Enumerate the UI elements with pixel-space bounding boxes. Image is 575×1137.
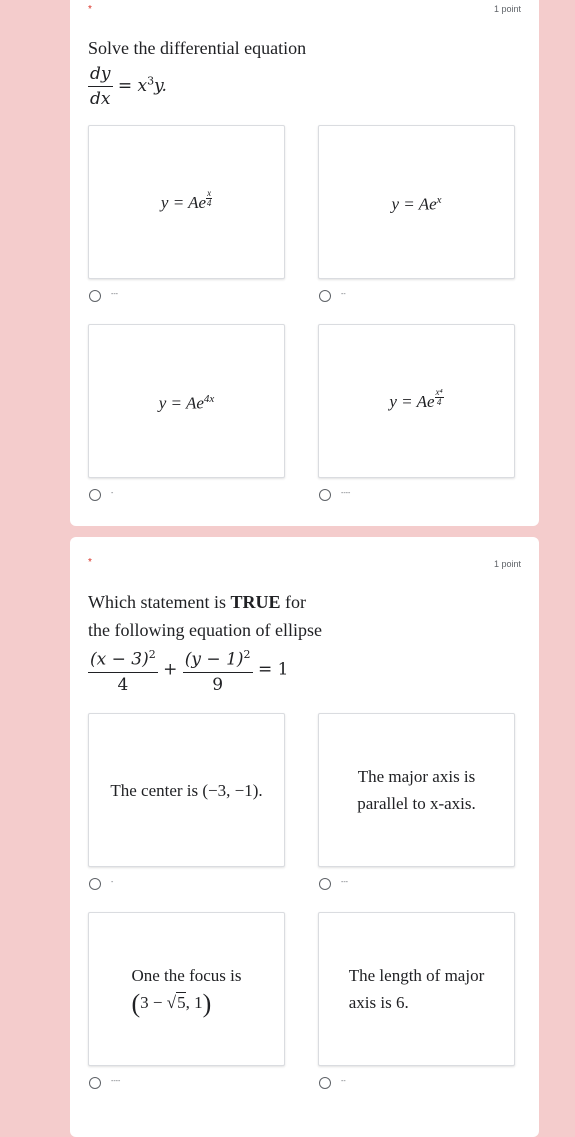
option-card-2[interactable]: The major axis is parallel to x-axis. — [318, 713, 515, 867]
option-radio-label: - — [111, 879, 114, 886]
option-card-4[interactable]: The length of major axis is 6. — [318, 912, 515, 1066]
option-radio-label: -- — [341, 291, 346, 298]
option-radio-label: -- — [341, 1078, 346, 1085]
option-radio-label: ---- — [341, 490, 351, 497]
option-card-1[interactable]: The center is (−3, −1). — [88, 713, 285, 867]
required-asterisk: * — [88, 4, 92, 15]
option-card-2[interactable]: $y = Ae^x$ — [318, 125, 515, 279]
option-radio-2[interactable] — [319, 290, 331, 302]
option-card-1[interactable]: y = Ae $\frac{x}{4}$ — [88, 125, 285, 279]
question-equation: $\frac{dy}{dx}$ = $x^3y$. — [90, 64, 167, 109]
required-asterisk: * — [88, 557, 92, 568]
option-radio-1[interactable] — [89, 878, 101, 890]
option-radio-3[interactable] — [89, 1077, 101, 1089]
option-radio-label: --- — [341, 879, 348, 886]
option-radio-3[interactable] — [89, 489, 101, 501]
option-card-4[interactable]: y = Ae $\frac{\text{x⁴}}{4}$ — [318, 324, 515, 478]
points-label: 1 point — [493, 4, 521, 14]
option-radio-1[interactable] — [89, 290, 101, 302]
option-card-3[interactable]: $y = Ae^{4x}$ — [88, 324, 285, 478]
question-prompt: Which statement is TRUE for the following equation of ellipse — [88, 592, 322, 640]
points-label: 1 point — [493, 559, 521, 569]
question-card-2 — [70, 537, 539, 1137]
ellipse-equation: $\frac{(x - 3)^2}{4}$ + $\frac{(y - 1)^2}{9}$ = 1 — [88, 643, 288, 697]
question-prompt: Solve the differential equation — [88, 38, 307, 58]
option-radio-4[interactable] — [319, 1077, 331, 1089]
option-radio-label: - — [111, 490, 114, 497]
option-card-3[interactable]: One the focus is (3 − √5, 1) — [88, 912, 285, 1066]
option-radio-label: --- — [111, 291, 118, 298]
option-radio-label: ---- — [111, 1078, 121, 1085]
option-radio-4[interactable] — [319, 489, 331, 501]
question-card-1 — [70, 0, 539, 526]
option-radio-2[interactable] — [319, 878, 331, 890]
